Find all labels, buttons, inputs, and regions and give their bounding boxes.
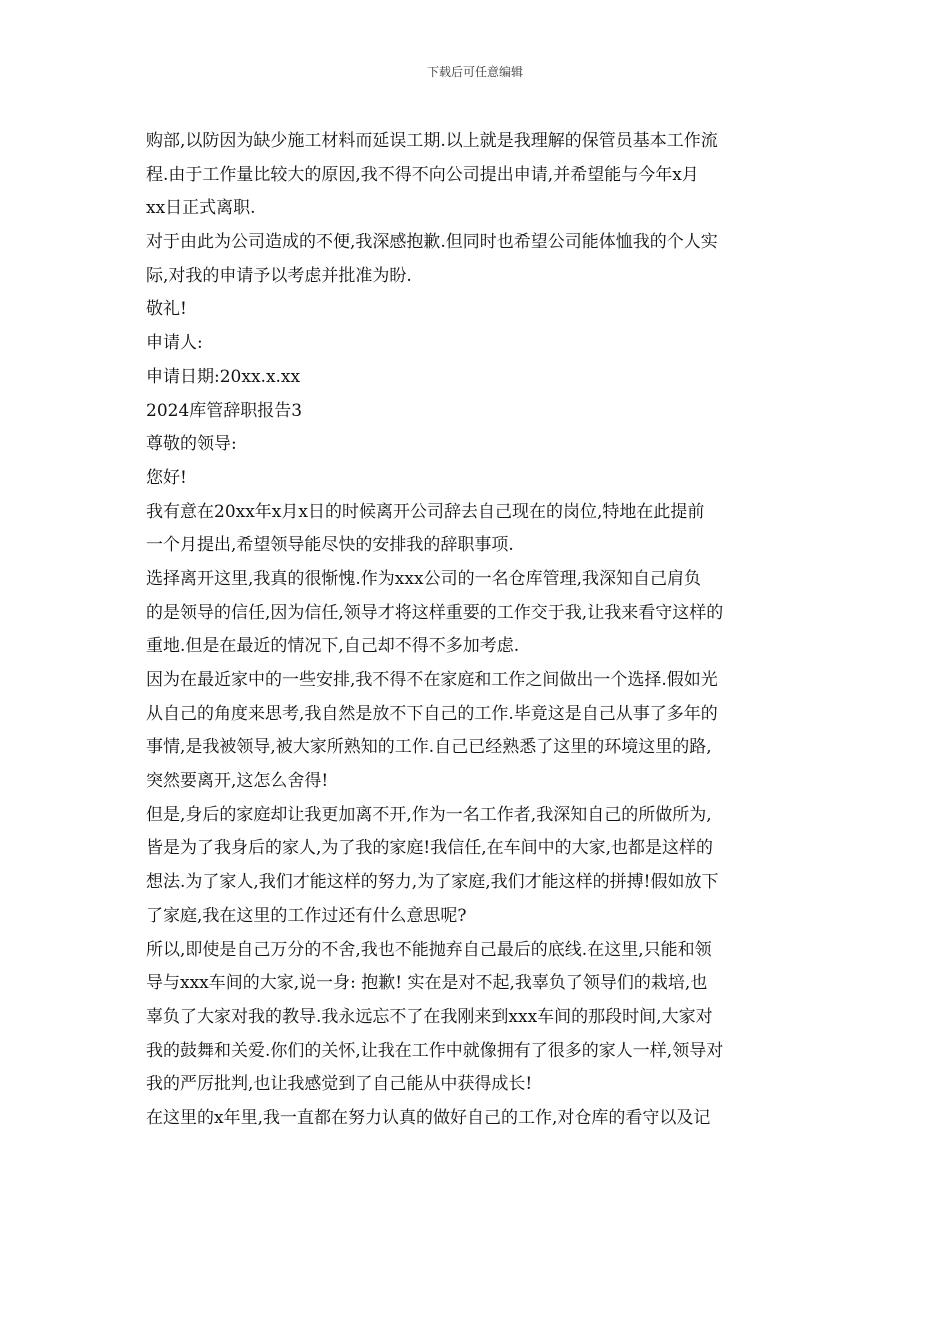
text-line: 我有意在20xx年x月x日的时候离开公司辞去自己现在的岗位,特地在此提前 (146, 501, 705, 522)
text-line: 2024库管辞职报告3 (146, 400, 303, 421)
text-line: 我的严厉批判,也让我感觉到了自己能从中获得成长! (146, 1074, 533, 1095)
page-header-caption: 下载后可任意编辑 (426, 65, 523, 79)
text-line: 购部,以防因为缺少施工材料而延误工期.以上就是我理解的保管员基本工作流 (146, 131, 718, 151)
text-line: 申请日期:20xx.x.xx (146, 366, 301, 387)
text-line: 敬礼! (146, 299, 187, 320)
text-line: 辜负了大家对我的教导.我永远忘不了在我刚来到xxx车间的那段时间,大家对 (146, 1006, 713, 1027)
text-line: 导与xxx车间的大家,说一身: 抱歉! 实在是对不起,我辜负了领导们的栽培,也 (146, 973, 708, 994)
text-line: 从自己的角度来思考,我自然是放不下自己的工作.毕竟这是自己从事了多年的 (146, 703, 718, 724)
text-line: xx日正式离职. (146, 198, 256, 219)
text-line: 对于由此为公司造成的不便,我深感抱歉.但同时也希望公司能体恤我的个人实 (146, 232, 718, 253)
text-line: 您好! (146, 467, 187, 488)
text-line: 因为在最近家中的一些安排,我不得不在家庭和工作之间做出一个选择.假如光 (146, 670, 718, 690)
text-line: 际,对我的申请予以考虑并批准为盼. (146, 265, 412, 286)
text-line: 突然要离开,这怎么舍得! (146, 771, 329, 792)
text-line: 事情,是我被领导,被大家所熟知的工作.自己已经熟悉了这里的环境这里的路, (146, 737, 712, 758)
text-line: 所以,即使是自己万分的不舍,我也不能抛弃自己最后的底线.在这里,只能和领 (146, 939, 712, 960)
text-line: 重地.但是在最近的情况下,自己却不得不多加考虑. (146, 636, 520, 657)
text-line: 程.由于工作量比较大的原因,我不得不向公司提出申请,并希望能与今年x月 (146, 164, 699, 185)
text-line: 但是,身后的家庭却让我更加离不开,作为一名工作者,我深知自己的所做所为, (146, 804, 712, 825)
text-line: 在这里的x年里,我一直都在努力认真的做好自己的工作,对仓库的看守以及记 (146, 1107, 711, 1128)
text-line: 申请人: (146, 333, 203, 354)
text-line: 想法.为了家人,我们才能这样的努力,为了家庭,我们才能这样的拼搏!假如放下 (146, 872, 719, 893)
text-line: 皆是为了我身后的家人,为了我的家庭!我信任,在车间中的大家,也都是这样的 (146, 838, 714, 859)
text-line: 尊敬的领导: (146, 434, 237, 455)
text-line: 选择离开这里,我真的很惭愧.作为xxx公司的一名仓库管理,我深知自己肩负 (146, 568, 701, 589)
document-body (146, 125, 808, 1136)
text-line: 我的鼓舞和关爱.你们的关怀,让我在工作中就像拥有了很多的家人一样,领导对 (146, 1040, 724, 1061)
text-line: 了家庭,我在这里的工作过还有什么意思呢? (146, 905, 467, 926)
text-line: 一个月提出,希望领导能尽快的安排我的辞职事项. (146, 535, 514, 556)
text-line: 的是领导的信任,因为信任,领导才将这样重要的工作交于我,让我来看守这样的 (146, 602, 724, 623)
